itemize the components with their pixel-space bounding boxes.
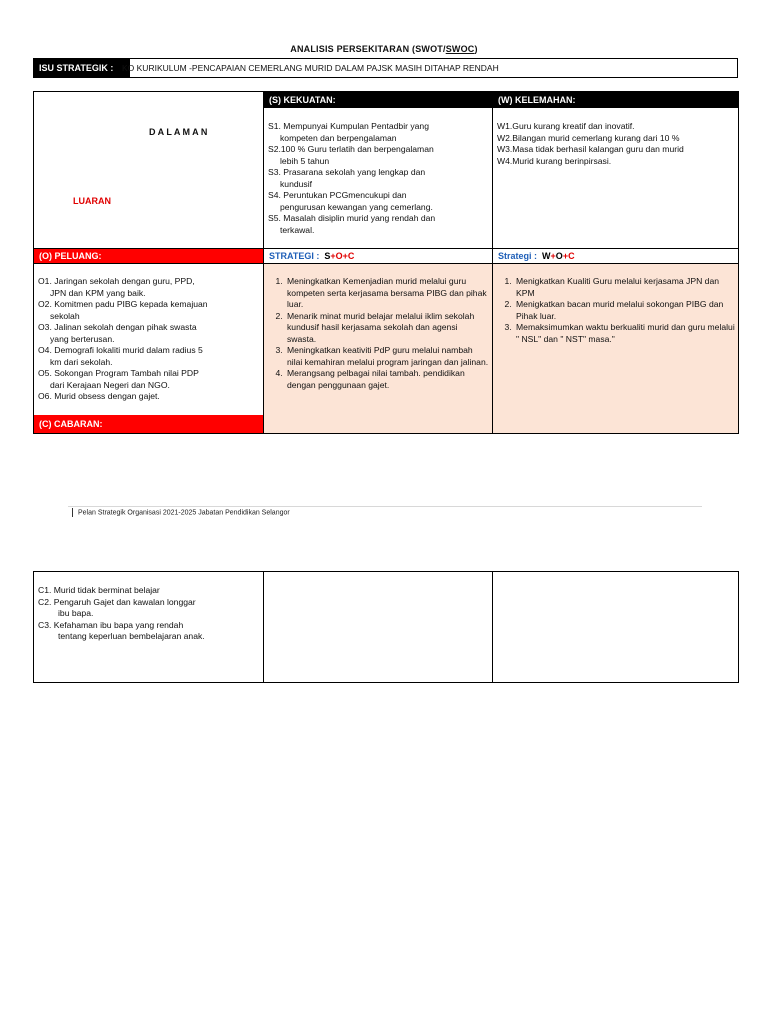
luaran-label: LUARAN [73, 196, 111, 206]
strategi-wo-list [496, 276, 736, 345]
dalaman-label: D A L A M A N [149, 127, 208, 137]
list-item: 3. Meningkatkan keativiti PdP guru melalui nambah nilai kemahiran melalui program jaringan dan jalinan. [285, 345, 489, 368]
list-item: C3. Kefahaman ibu bapa yang rendah [38, 619, 184, 630]
list-item: C1. Murid tidak berminat belajar [38, 585, 160, 595]
list-item: dari Kerajaan Negeri dan NGO. [50, 379, 170, 390]
list-item: yang berterusan. [50, 333, 115, 344]
footer [72, 508, 290, 517]
list-item: S1. Mempunyai Kumpulan Pentadbir yang [268, 121, 429, 131]
isu-strategik-row [33, 58, 738, 78]
list-item: 2. Menarik minat murid belajar melalui iklim sekolah kundusif hasil kerjasama sekolah dan agensi swasta. [285, 311, 489, 346]
list-item: O3. Jalinan sekolah dengan pihak swasta [38, 322, 197, 332]
list-item: sekolah [50, 310, 80, 321]
list-item: O2. Komitmen padu PIBG kepada kemajuan [38, 299, 208, 309]
peluang-list [38, 276, 262, 403]
list-item: km dari sekolah. [50, 356, 113, 367]
kelemahan-list [497, 121, 737, 167]
kelemahan-header: (W) KELEMAHAN: [493, 92, 738, 108]
list-item: W1.Guru kurang kreatif dan inovatif. [497, 121, 635, 131]
strategi-so-list [267, 276, 489, 391]
list-item: 1. Menigkatkan Kualiti Guru melalui kerjasama JPN dan KPM [514, 276, 736, 299]
title-prefix: ANALISIS PERSEKITARAN (SWOT/ [290, 44, 446, 54]
list-item: O6. Murid obsess dengan gajet. [38, 391, 160, 401]
title-suffix: ) [474, 44, 478, 54]
list-item: S3. Prasarana sekolah yang lengkap dan [268, 167, 426, 177]
list-item: pengurusan kewangan yang cemerlang. [280, 201, 433, 212]
cabaran-list [38, 585, 262, 643]
list-item: terkawal. [280, 224, 315, 235]
footer-bar [72, 508, 73, 517]
title-underlined: SWOC [445, 44, 475, 54]
isu-strategik-label: ISU STRATEGIK : [34, 59, 130, 77]
kekuatan-header: (S) KEKUATAN: [264, 92, 492, 108]
list-item: O1. Jaringan sekolah dengan guru, PPD, [38, 276, 195, 286]
list-item: O4. Demografi lokaliti murid dalam radius 5 [38, 345, 203, 355]
list-item: tentang keperluan bembelajaran anak. [58, 631, 205, 641]
cabaran-header: (C) CABARAN: [34, 415, 263, 433]
list-item: kompeten dan berpengalaman [280, 132, 397, 143]
list-item: ibu bapa. [58, 608, 94, 618]
list-item: S4. Peruntukan PCGmencukupi dan [268, 190, 407, 200]
list-item: lebih 5 tahun [280, 155, 330, 166]
list-item: C2. Pengaruh Gajet dan kawalan longgar [38, 596, 196, 607]
kekuatan-list [268, 121, 490, 236]
list-item: kundusif [280, 178, 313, 189]
list-item: S2.100 % Guru terlatih dan berpengalaman [268, 144, 434, 154]
list-item: W2.Bilangan murid cemerlang kurang dari 10 % [497, 132, 680, 143]
list-item: 1. Meningkatkan Kemenjadian murid melalui guru kompeten serta kerjasama bersama PIBG dan pihak luar. [285, 276, 489, 311]
footer-text: Pelan Strategik Organisasi 2021-2025 Jabatan Pendidikan Selangor [78, 509, 290, 517]
cabaran-table [33, 571, 739, 683]
list-item: 4. Merangsang pelbagai nilai tambah. pendidikan dengan penggunaan gajet. [285, 368, 489, 391]
strategi-so-header: STRATEGI : S+O+C [269, 251, 355, 261]
footer-divider [68, 506, 702, 507]
swot-matrix [33, 91, 739, 434]
list-item: O5. Sokongan Program Tambah nilai PDP [38, 368, 199, 378]
peluang-header: (O) PELUANG: [34, 249, 263, 263]
list-item: JPN dan KPM yang baik. [50, 287, 146, 298]
strategi-wo-header: Strategi : W+O+C [498, 251, 575, 261]
list-item: S5. Masalah disiplin murid yang rendah dan [268, 213, 436, 223]
list-item: 2. Menigkatkan bacan murid melalui sokongan PIBG dan Pihak luar. [514, 299, 736, 322]
list-item: W3.Masa tidak berhasil kalangan guru dan murid [497, 144, 684, 154]
isu-strategik-text: KO KURIKULUM -PENCAPAIAN CEMERLANG MURID DALAM PAJSK MASIH DITAHAP RENDAH [122, 63, 499, 73]
list-item: 3. Memaksimumkan waktu berkualiti murid dan guru melalui " NSL" dan " NST" masa." [514, 322, 736, 345]
page-title [0, 44, 768, 54]
list-item: W4.Murid kurang berinpirsasi. [497, 155, 612, 166]
